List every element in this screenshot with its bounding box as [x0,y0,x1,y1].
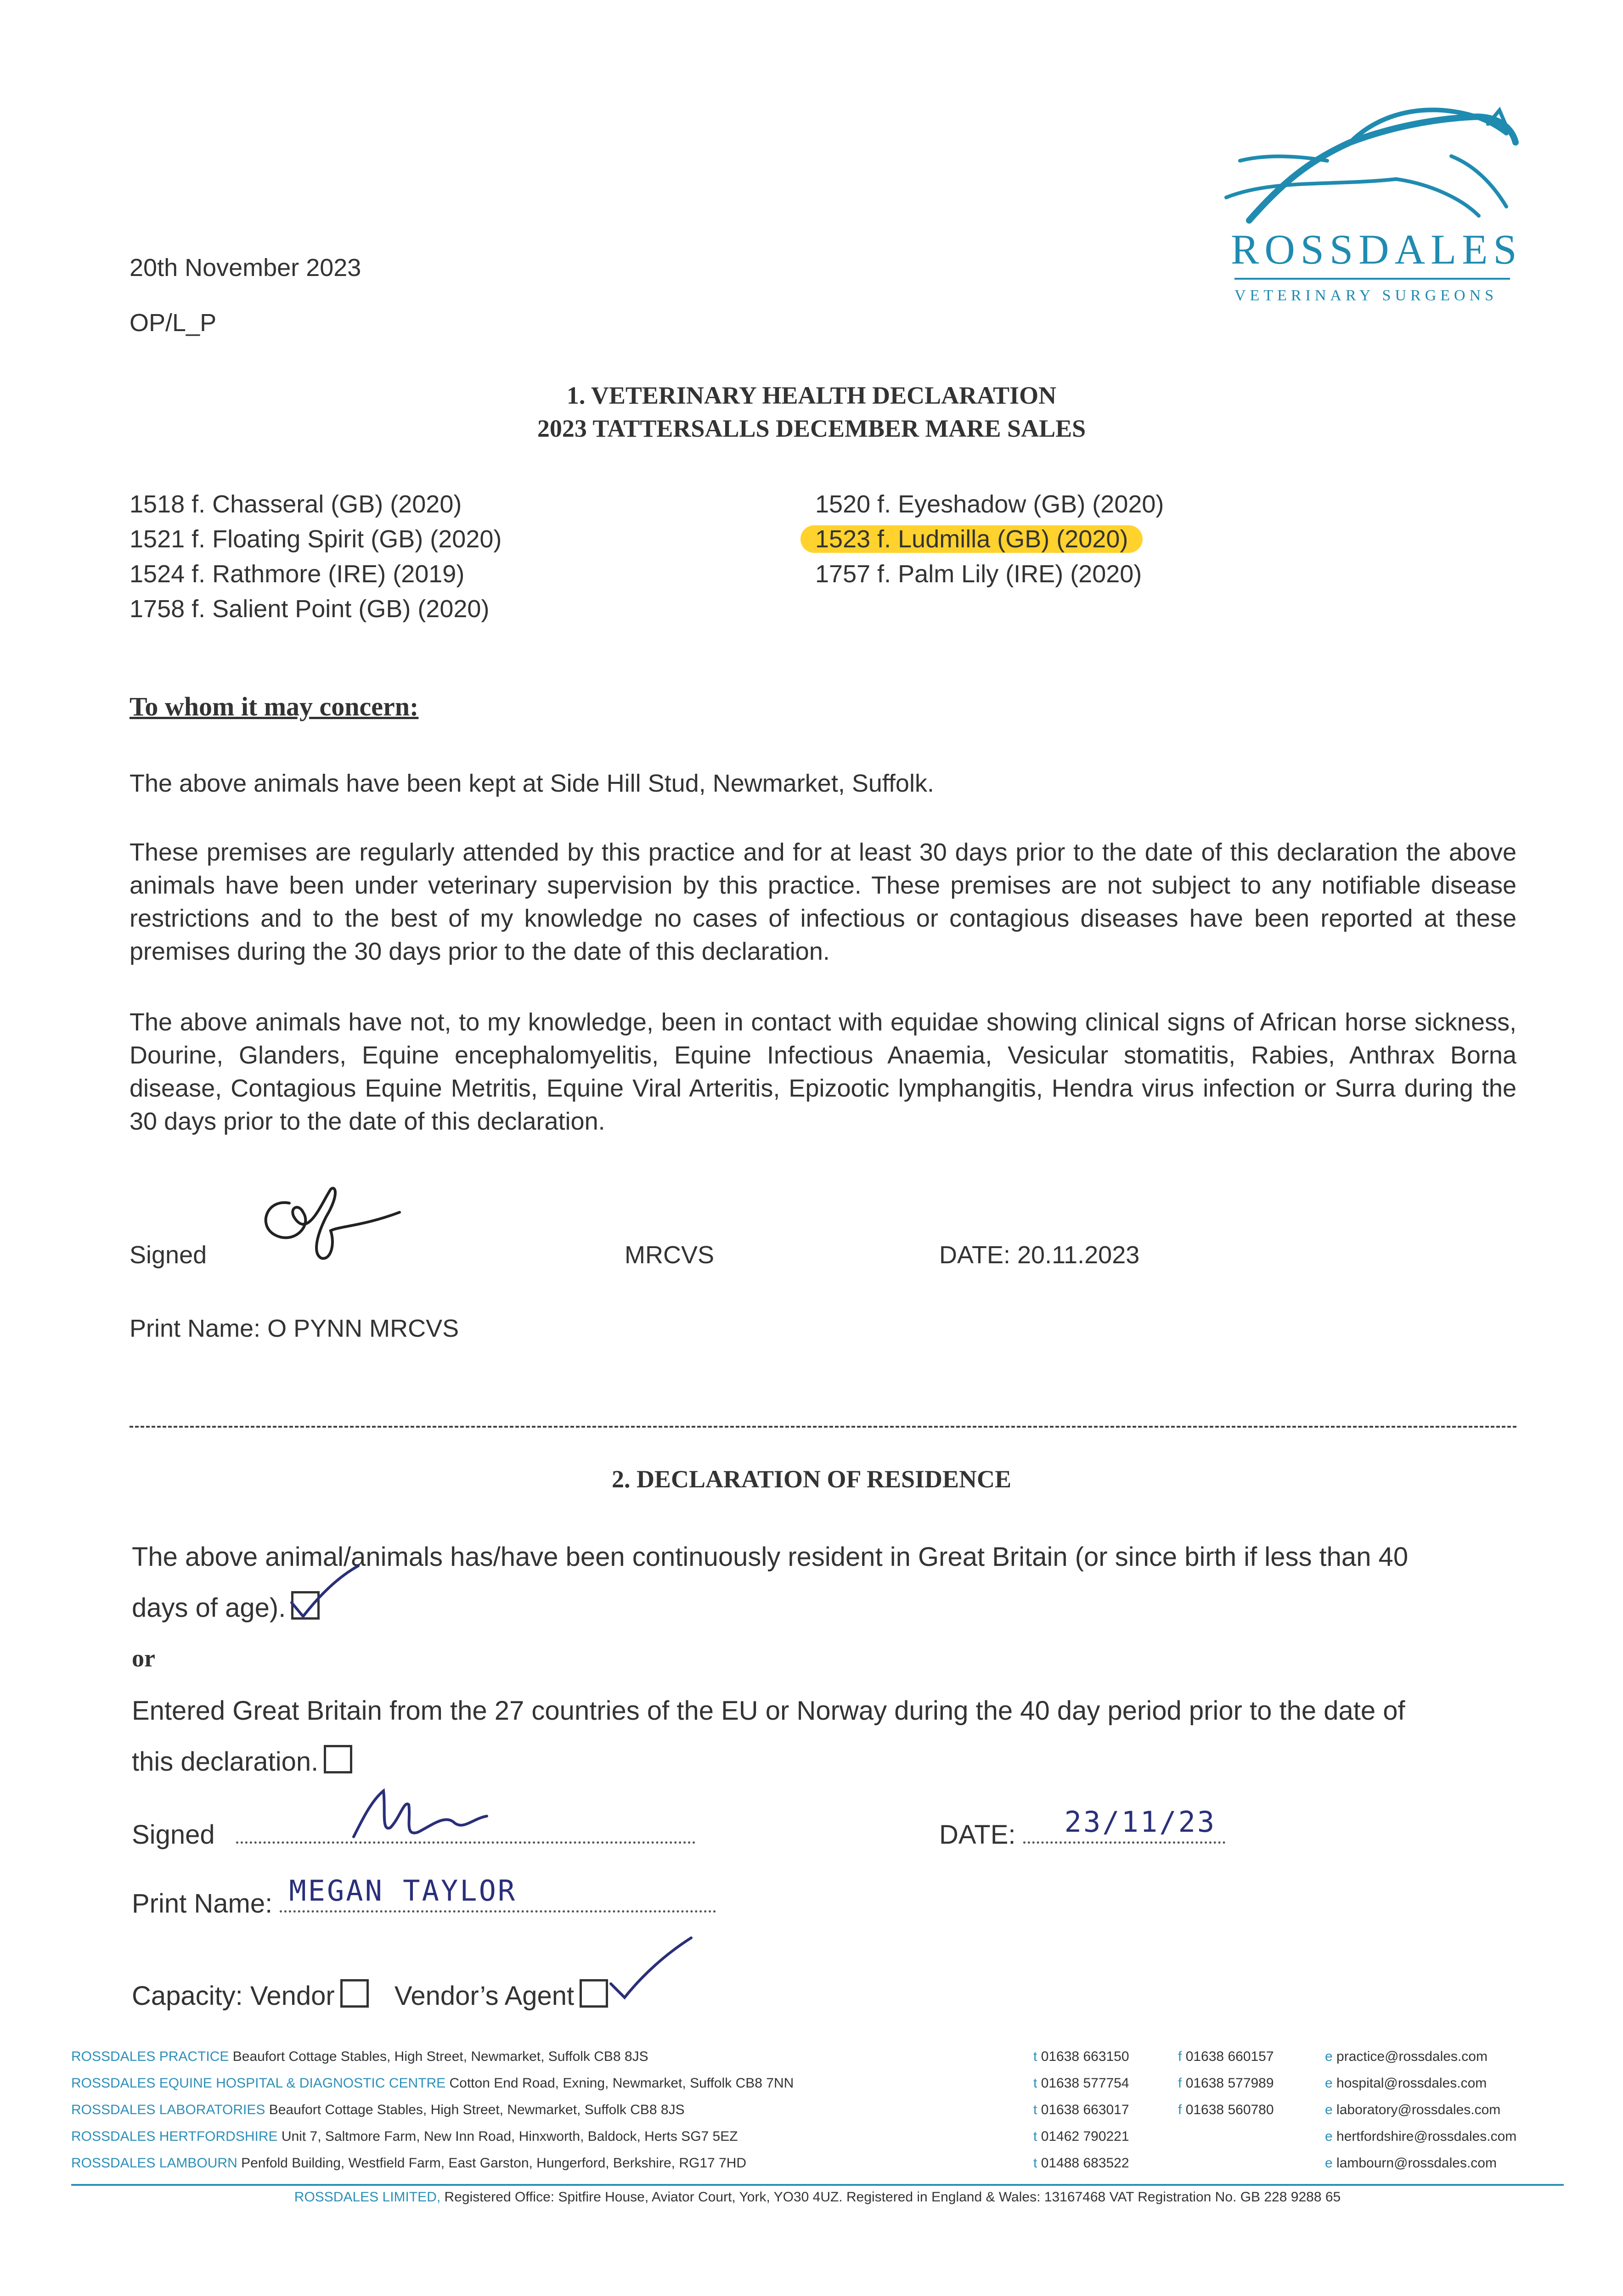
footer-registration [71,2189,1564,2205]
footer-phone: 01638 577754 [1041,2076,1129,2091]
vet-date: DATE: 20.11.2023 [939,1241,1140,1269]
footer-fax: 01638 560780 [1185,2102,1274,2117]
footer-registered-office: Registered Office: Spitfire House, Aviator Court, York, YO30 4UZ. Registered in England & Wales: 13167468 VAT Registration No. GB 228 9288 65 [444,2189,1341,2205]
lot-item: 1518 f. Chasseral (GB) (2020) [130,490,462,518]
vendor-print-label: Print Name: [132,1889,273,1919]
footer-email[interactable]: laboratory@rossdales.com [1336,2102,1501,2117]
footer-row: ROSSDALES HERTFORDSHIRE Unit 7, Saltmore Farm, New Inn Road, Hinxworth, Baldock, Herts SG7 5EZ t 01462 790221 e hertfordshire@rossdales.com [71,2129,1517,2144]
vendor-date-label: DATE: [939,1820,1016,1850]
lot-item: 1520 f. Eyeshadow (GB) (2020) [815,490,1164,518]
vendor-signature-icon [340,1782,496,1855]
checkmark-icon [282,1559,365,1628]
section1-title: 1. VETERINARY HEALTH DECLARATION [566,382,1057,409]
footer-email[interactable]: hertfordshire@rossdales.com [1336,2129,1517,2144]
logo-wordmark: ROSSDALES [1231,226,1522,273]
lot-item: 1521 f. Floating Spirit (GB) (2020) [130,525,502,553]
mrcvs-label: MRCVS [625,1241,715,1269]
logo-rule [1234,278,1510,280]
lot-item-highlighted: 1523 f. Ludmilla (GB) (2020) [800,525,1143,553]
footer-address: Unit 7, Saltmore Farm, New Inn Road, Hinxworth, Baldock, Herts SG7 5EZ [281,2129,738,2144]
vet-print-name: Print Name: O PYNN MRCVS [130,1315,459,1342]
reference-code: OP/L_P [130,309,217,337]
footer-org: ROSSDALES LABORATORIES [71,2102,265,2117]
footer-row: ROSSDALES EQUINE HOSPITAL & DIAGNOSTIC CENTRE Cotton End Road, Exning, Newmarket, Suffolk CB8 7NN t 01638 577754 f 01638 577989 e hospital@rossdales.com [71,2076,1487,2091]
footer-address: Beaufort Cottage Stables, High Street, Newmarket, Suffolk CB8 8JS [232,2049,648,2064]
capacity-vendor-checkbox[interactable] [340,1979,369,2008]
lots-right-column [815,487,1164,591]
footer-row: ROSSDALES LAMBOURN Penfold Building, Westfield Farm, East Garston, Hungerford, Berkshire, RG17 7HD t 01488 683522 e lambourn@rossdales.com [71,2155,1497,2171]
vendor-print-field[interactable] [280,1874,716,1913]
footer [71,2049,1564,2205]
footer-org: ROSSDALES EQUINE HOSPITAL & DIAGNOSTIC CENTRE [71,2076,446,2091]
residence-option1-line2: days of age). [132,1593,286,1623]
footer-org: ROSSDALES LAMBOURN [71,2155,237,2171]
residence-option2-checkbox[interactable] [324,1745,352,1773]
footer-phone: 01638 663017 [1041,2102,1129,2117]
residence-option2-line1: Entered Great Britain from the 27 countries of the EU or Norway during the 40 day period prior to the date of [132,1696,1405,1726]
logo-tagline: VETERINARY SURGEONS [1234,287,1498,304]
rossdales-logo [1212,92,1525,312]
footer-row: ROSSDALES LABORATORIES Beaufort Cottage Stables, High Street, Newmarket, Suffolk CB8 8JS t 01638 663017 f 01638 560780 e laboratory@rossdales.com [71,2102,1501,2117]
salutation: To whom it may concern: [130,692,419,721]
or-label: or [132,1644,155,1672]
footer-phone: 01488 683522 [1041,2155,1129,2171]
vet-signature-icon [248,1176,441,1267]
footer-address: Cotton End Road, Exning, Newmarket, Suffolk CB8 7NN [449,2076,794,2091]
letter-date: 20th November 2023 [130,254,361,281]
lot-item: 1757 f. Palm Lily (IRE) (2020) [815,560,1142,588]
footer-phone: 01638 663150 [1041,2049,1129,2064]
footer-email[interactable]: hospital@rossdales.com [1336,2076,1487,2091]
footer-org: ROSSDALES HERTFORDSHIRE [71,2129,278,2144]
paragraph-supervision: These premises are regularly attended by this practice and for at least 30 days prior to the date of this declaration the above animals have been under veterinary supervision by this practice. These premises are not subject to any notifiable disease restrictions and to the best of my knowledge no cases of infectious or contagious diseases have been reported at these premises during the 30 days prior to the date of this declaration. [130,838,1516,965]
footer-rule [71,2184,1564,2186]
paragraph-premises: The above animals have been kept at Side Hill Stud, Newmarket, Suffolk. [130,770,934,797]
footer-address: Beaufort Cottage Stables, High Street, Newmarket, Suffolk CB8 8JS [269,2102,685,2117]
footer-email[interactable]: practice@rossdales.com [1336,2049,1488,2064]
footer-row: ROSSDALES PRACTICE Beaufort Cottage Stables, High Street, Newmarket, Suffolk CB8 8JS t 01638 663150 f 01638 660157 e practice@rossdales.com [71,2049,1488,2064]
residence-option1-line1: The above animal/animals has/have been continuously resident in Great Britain (or since birth if less than 40 [132,1542,1409,1572]
vendor-date-field[interactable] [1023,1805,1225,1844]
capacity-agent-label: Vendor’s Agent [394,1981,575,2011]
section-divider [130,1426,1516,1428]
footer-org: ROSSDALES PRACTICE [71,2049,229,2064]
horse-logo-icon [1212,92,1525,225]
vendor-date-handwritten: 23/11/23 [1064,1805,1217,1839]
lots-left-column [130,487,502,626]
footer-limited: ROSSDALES LIMITED, [294,2189,441,2205]
section2-title: 2. DECLARATION OF RESIDENCE [611,1465,1012,1493]
footer-address: Penfold Building, Westfield Farm, East Garston, Hungerford, Berkshire, RG17 7HD [241,2155,747,2171]
vendor-print-handwritten: MEGAN TAYLOR [289,1874,517,1908]
paragraph-contact: The above animals have not, to my knowledge, been in contact with equidae showing clinical signs of African horse sickness, Dourine, Glanders, Equine encephalomyelitis, Equine Infectious Anaemia, Vesicular stomatitis, Rabies, Anthrax Borna disease, Contagious Equine Metritis, Equine Viral Arteritis, Epizootic lymphangitis, Hendra virus infection or Surra during the 30 days prior to the date of this declaration. [130,1008,1516,1135]
lot-item: 1524 f. Rathmore (IRE) (2019) [130,560,465,588]
vet-signed-label: Signed [130,1241,207,1269]
agent-checkmark-icon [592,1929,698,2011]
footer-fax: 01638 660157 [1185,2049,1274,2064]
footer-email[interactable]: lambourn@rossdales.com [1336,2155,1497,2171]
lot-item: 1758 f. Salient Point (GB) (2020) [130,595,490,623]
residence-option2-line2: this declaration. [132,1747,319,1777]
footer-phone: 01462 790221 [1041,2129,1129,2144]
capacity-vendor-label: Capacity: Vendor [132,1981,335,2011]
section1-subtitle: 2023 TATTERSALLS DECEMBER MARE SALES [537,415,1086,442]
footer-fax: 01638 577989 [1185,2076,1274,2091]
vendor-signed-label: Signed [132,1820,215,1850]
